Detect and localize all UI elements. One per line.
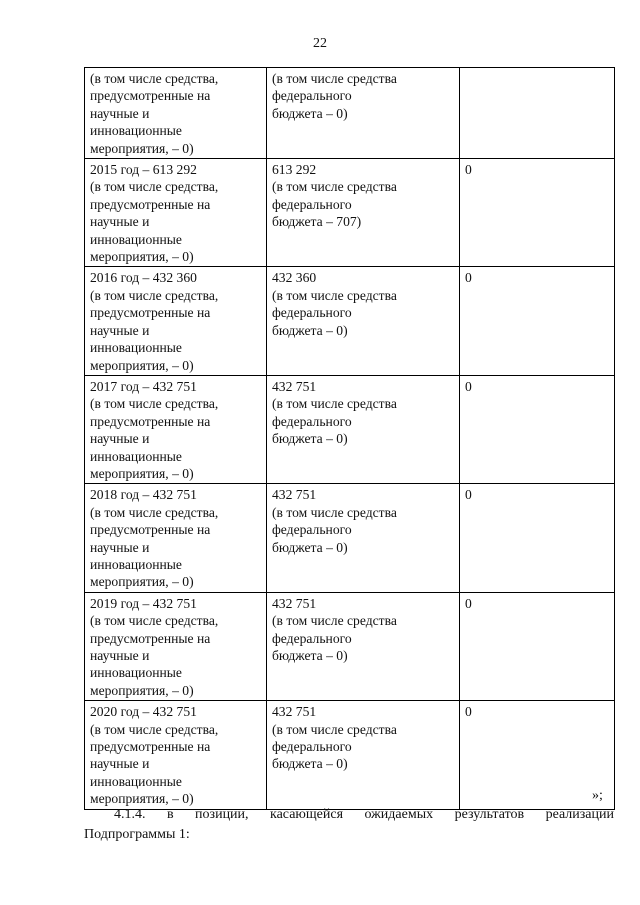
cell-line: (в том числе средства xyxy=(272,287,397,303)
table-row xyxy=(85,484,615,592)
table-cell xyxy=(460,592,615,700)
table-cell xyxy=(267,267,460,375)
cell-line: бюджета – 0) xyxy=(272,648,348,663)
table-cell xyxy=(267,701,460,809)
cell-line: научные и xyxy=(90,322,150,338)
cell-line: научные и xyxy=(90,648,150,663)
cell-line: 613 292 xyxy=(272,162,317,178)
cell-line: 2018 год – 432 751 xyxy=(90,487,197,503)
cell-line: инновационные xyxy=(90,556,182,572)
cell-line: инновационные xyxy=(90,773,182,789)
table-cell xyxy=(85,375,267,483)
table-cell xyxy=(267,592,460,700)
cell-line: инновационные xyxy=(90,340,182,356)
cell-line: федерального xyxy=(272,196,352,212)
cell-line: 0 xyxy=(465,378,472,394)
cell-line: инновационные xyxy=(90,231,182,247)
cell-line: бюджета – 0) xyxy=(272,539,348,555)
cell-line: 0 xyxy=(465,595,472,611)
table-cell xyxy=(460,159,615,267)
cell-line: 432 360 xyxy=(272,270,317,286)
cell-line: предусмотренные на xyxy=(90,88,211,104)
table-cell xyxy=(267,68,460,159)
cell-line: инновационные xyxy=(90,665,182,681)
cell-line: мероприятия, – 0) xyxy=(90,791,194,807)
table-row xyxy=(85,701,615,809)
cell-line: научные и xyxy=(90,756,150,772)
cell-line: 432 751 xyxy=(272,595,317,611)
cell-line: (в том числе средства xyxy=(272,504,397,520)
budget-table-body xyxy=(85,68,615,810)
cell-line: (в том числе средства, xyxy=(90,396,219,412)
cell-line: 2016 год – 432 360 xyxy=(90,270,197,286)
cell-line: 432 751 xyxy=(272,378,317,394)
cell-line: бюджета – 0) xyxy=(272,322,348,338)
cell-line: предусмотренные на xyxy=(90,630,211,646)
table-cell xyxy=(267,375,460,483)
cell-line: бюджета – 0) xyxy=(272,105,348,121)
cell-line: федерального xyxy=(272,522,352,538)
cell-line: 432 751 xyxy=(272,487,317,503)
table-cell xyxy=(85,267,267,375)
table-cell xyxy=(85,484,267,592)
cell-line: 0 xyxy=(465,487,472,503)
table-row xyxy=(85,592,615,700)
cell-line: федерального xyxy=(272,88,352,104)
cell-line: (в том числе средства, xyxy=(90,71,219,86)
table-cell xyxy=(85,68,267,159)
cell-line: (в том числе средства, xyxy=(90,613,219,629)
cell-line: 2020 год – 432 751 xyxy=(90,704,197,720)
table-row xyxy=(85,159,615,267)
cell-line: (в том числе средства, xyxy=(90,287,219,303)
cell-line: предусмотренные на xyxy=(90,196,211,212)
cell-line: 2015 год – 613 292 xyxy=(90,162,197,178)
budget-table xyxy=(84,67,615,810)
cell-line: (в том числе средства xyxy=(272,721,397,737)
cell-line: федерального xyxy=(272,413,352,429)
table-cell xyxy=(85,701,267,809)
table-cell xyxy=(460,484,615,592)
table-cell xyxy=(460,267,615,375)
table-cell xyxy=(267,159,460,267)
cell-line: (в том числе средства xyxy=(272,71,397,86)
table-cell xyxy=(85,159,267,267)
cell-line: (в том числе средства, xyxy=(90,504,219,520)
table-cell xyxy=(460,68,615,159)
cell-line: федерального xyxy=(272,739,352,755)
cell-line: предусмотренные на xyxy=(90,739,211,755)
table-row xyxy=(85,267,615,375)
cell-line: предусмотренные на xyxy=(90,413,211,429)
cell-line: 0 xyxy=(465,162,472,178)
cell-line: 2019 год – 432 751 xyxy=(90,595,197,611)
table-cell xyxy=(267,484,460,592)
table-row xyxy=(85,375,615,483)
cell-line: мероприятия, – 0) xyxy=(90,357,194,373)
paragraph-line-1: 4.1.4. в позиции, касающейся ожидаемых результатов реализации xyxy=(114,807,614,822)
table-row xyxy=(85,68,615,159)
cell-line: мероприятия, – 0) xyxy=(90,574,194,590)
cell-line: 0 xyxy=(465,270,472,286)
cell-line: (в том числе средства, xyxy=(90,721,219,737)
cell-line: предусмотренные на xyxy=(90,522,211,538)
cell-line: инновационные xyxy=(90,123,182,139)
cell-line: научные и xyxy=(90,214,150,230)
cell-line: федерального xyxy=(272,630,352,646)
cell-line: научные и xyxy=(90,431,150,447)
cell-line: 432 751 xyxy=(272,704,317,720)
cell-line: инновационные xyxy=(90,448,182,464)
cell-line: мероприятия, – 0) xyxy=(90,682,194,698)
cell-line: (в том числе средства xyxy=(272,179,397,195)
cell-line: бюджета – 0) xyxy=(272,756,348,772)
cell-line: бюджета – 707) xyxy=(272,214,362,230)
cell-line: 0 xyxy=(465,704,472,720)
cell-line: (в том числе средства xyxy=(272,396,397,412)
cell-line: мероприятия, – 0) xyxy=(90,140,194,156)
cell-line: 2017 год – 432 751 xyxy=(90,378,197,394)
cell-line: (в том числе средства xyxy=(272,613,397,629)
cell-line: (в том числе средства, xyxy=(90,179,219,195)
paragraph-line-2: Подпрограммы 1: xyxy=(84,827,190,842)
cell-line: федерального xyxy=(272,305,352,321)
table-cell xyxy=(85,592,267,700)
table-cell xyxy=(460,375,615,483)
cell-line: мероприятия, – 0) xyxy=(90,465,194,481)
cell-line: научные и xyxy=(90,539,150,555)
cell-line: мероприятия, – 0) xyxy=(90,249,194,265)
page-number: 22 xyxy=(313,36,327,51)
closing-quote: »; xyxy=(592,788,603,803)
cell-line: предусмотренные на xyxy=(90,305,211,321)
cell-line: бюджета – 0) xyxy=(272,431,348,447)
cell-line: научные и xyxy=(90,105,150,121)
